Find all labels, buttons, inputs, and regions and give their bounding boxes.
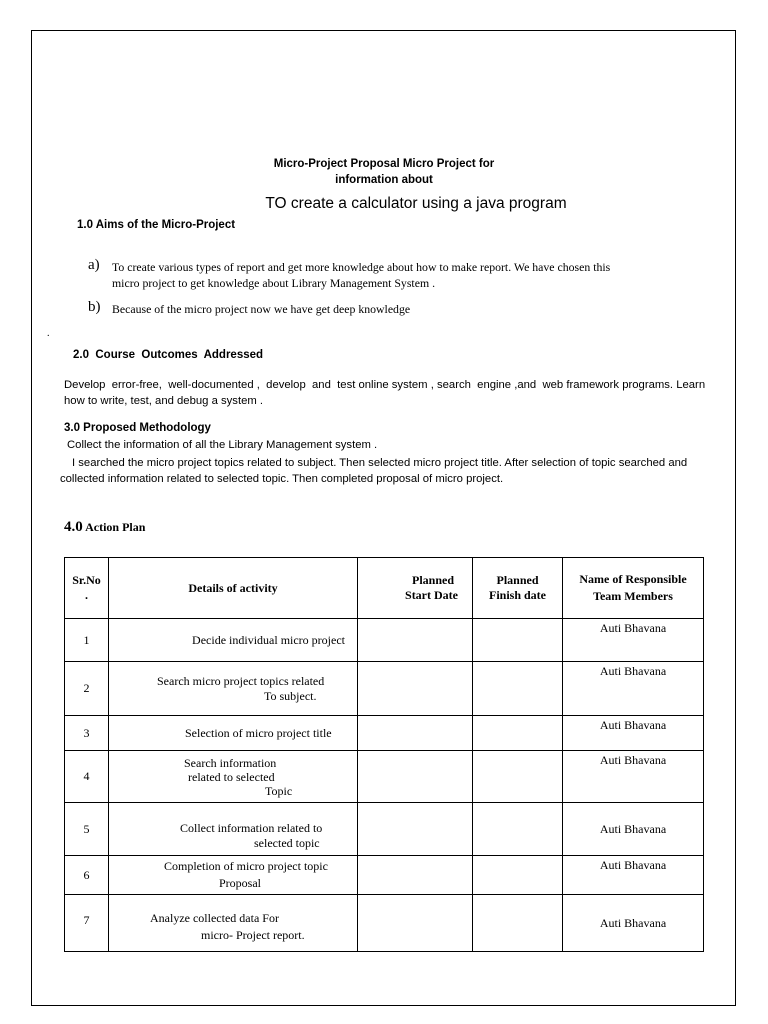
finish-date-cell xyxy=(473,856,563,895)
activity-line-1: Search information xyxy=(184,755,277,770)
row-number: 3 xyxy=(65,716,109,751)
activity-cell xyxy=(109,895,358,952)
activity-cell xyxy=(109,662,358,716)
finish-date-cell xyxy=(473,751,563,803)
col-srno xyxy=(65,558,109,619)
col-srno-line-2: . xyxy=(85,588,88,602)
section-1-heading: 1.0 Aims of the Micro-Project xyxy=(77,219,236,231)
table-row xyxy=(65,895,704,952)
stray-mark: . xyxy=(47,328,50,339)
aim-a-marker: a) xyxy=(88,257,100,273)
section-3-line-2: I searched the micro project topics related to subject. Then selected micro project title. After selection of topic searched and xyxy=(72,457,688,469)
col-responsible-line-1: Name of Responsible xyxy=(579,572,687,586)
activity-line-1: Collect information related to xyxy=(180,821,323,835)
col-srno-line-1: Sr.No xyxy=(72,573,101,587)
member-cell: Auti Bhavana xyxy=(563,856,704,895)
activity-line-2: selected topic xyxy=(254,836,320,850)
section-3-heading: 3.0 Proposed Methodology xyxy=(64,422,211,434)
col-responsible-line-2: Team Members xyxy=(593,589,673,603)
finish-date-cell xyxy=(473,895,563,952)
activity-line-2: To subject. xyxy=(264,688,317,703)
row-number: 1 xyxy=(65,619,109,662)
header-line-1: Micro-Project Proposal Micro Project for xyxy=(273,158,495,170)
section-4-title: Action Plan xyxy=(82,520,146,534)
section-3-line-1: Collect the information of all the Library Management system . xyxy=(67,439,378,451)
start-date-cell xyxy=(358,751,473,803)
finish-date-cell xyxy=(473,716,563,751)
col-start-line-1: Planned xyxy=(411,573,454,587)
member-cell: Auti Bhavana xyxy=(563,895,704,952)
activity-line-1: Decide individual micro project xyxy=(192,632,345,647)
table-row xyxy=(65,751,704,803)
section-2-line-1: Develop error-free, well-documented , develop and test online system , search engine ,and web framework programs. Learn xyxy=(64,379,706,391)
row-number: 2 xyxy=(65,662,109,716)
table-row xyxy=(65,619,704,662)
activity-line-2: micro- Project report. xyxy=(201,928,305,942)
activity-cell xyxy=(109,619,358,662)
section-4-number: 4.0 xyxy=(64,519,83,535)
col-details: Details of activity xyxy=(109,558,358,619)
activity-line-1: Search micro project topics related xyxy=(157,673,325,688)
member-cell: Auti Bhavana xyxy=(563,716,704,751)
table-row xyxy=(65,662,704,716)
document-title: TO create a calculator using a java program xyxy=(265,195,567,212)
activity-cell xyxy=(109,751,358,803)
section-2-heading: 2.0 Course Outcomes Addressed xyxy=(73,349,264,361)
aim-b-text: Because of the micro project now we have get deep knowledge xyxy=(112,302,411,316)
start-date-cell xyxy=(358,662,473,716)
activity-line-1: Completion of micro project topic xyxy=(164,859,328,873)
row-number: 6 xyxy=(65,856,109,895)
member-cell: Auti Bhavana xyxy=(563,803,704,856)
activity-cell xyxy=(109,716,358,751)
start-date-cell xyxy=(358,803,473,856)
row-number: 5 xyxy=(65,803,109,856)
start-date-cell xyxy=(358,856,473,895)
action-plan-table xyxy=(64,557,704,952)
aim-b-marker: b) xyxy=(88,299,101,315)
row-number: 4 xyxy=(65,751,109,803)
col-finish-date xyxy=(473,558,563,619)
table-row xyxy=(65,716,704,751)
aim-a-text-line-1: To create various types of report and get more knowledge about how to make report. We have chosen this xyxy=(112,260,611,274)
finish-date-cell xyxy=(473,803,563,856)
finish-date-cell xyxy=(473,662,563,716)
table-row xyxy=(65,803,704,856)
activity-line-2: Proposal xyxy=(219,876,261,890)
member-cell: Auti Bhavana xyxy=(563,662,704,716)
activity-cell xyxy=(109,856,358,895)
start-date-cell xyxy=(358,895,473,952)
col-start-line-2: Start Date xyxy=(405,588,458,602)
member-cell: Auti Bhavana xyxy=(563,751,704,803)
col-finish-line-2: Finish date xyxy=(488,588,546,602)
col-responsible xyxy=(563,558,704,619)
activity-line-3: Topic xyxy=(265,783,293,798)
start-date-cell xyxy=(358,716,473,751)
col-start-date xyxy=(358,558,473,619)
finish-date-cell xyxy=(473,619,563,662)
aim-a-text-line-2: micro project to get knowledge about Library Management System . xyxy=(112,276,436,290)
table-row xyxy=(65,856,704,895)
table-header-row xyxy=(65,558,704,619)
section-2-line-2: how to write, test, and debug a system . xyxy=(64,395,264,407)
activity-line-2: related to selected xyxy=(188,769,275,784)
activity-line-1: Selection of micro project title xyxy=(185,725,332,740)
start-date-cell xyxy=(358,619,473,662)
section-4-heading xyxy=(64,518,145,536)
section-3-line-3: collected information related to selected topic. Then completed proposal of micro project. xyxy=(60,473,504,485)
col-finish-line-1: Planned xyxy=(496,573,539,587)
row-number: 7 xyxy=(65,895,109,952)
member-cell: Auti Bhavana xyxy=(563,619,704,662)
activity-line-1: Analyze collected data For xyxy=(150,911,279,925)
activity-cell xyxy=(109,803,358,856)
header-line-2: information about xyxy=(335,174,433,186)
